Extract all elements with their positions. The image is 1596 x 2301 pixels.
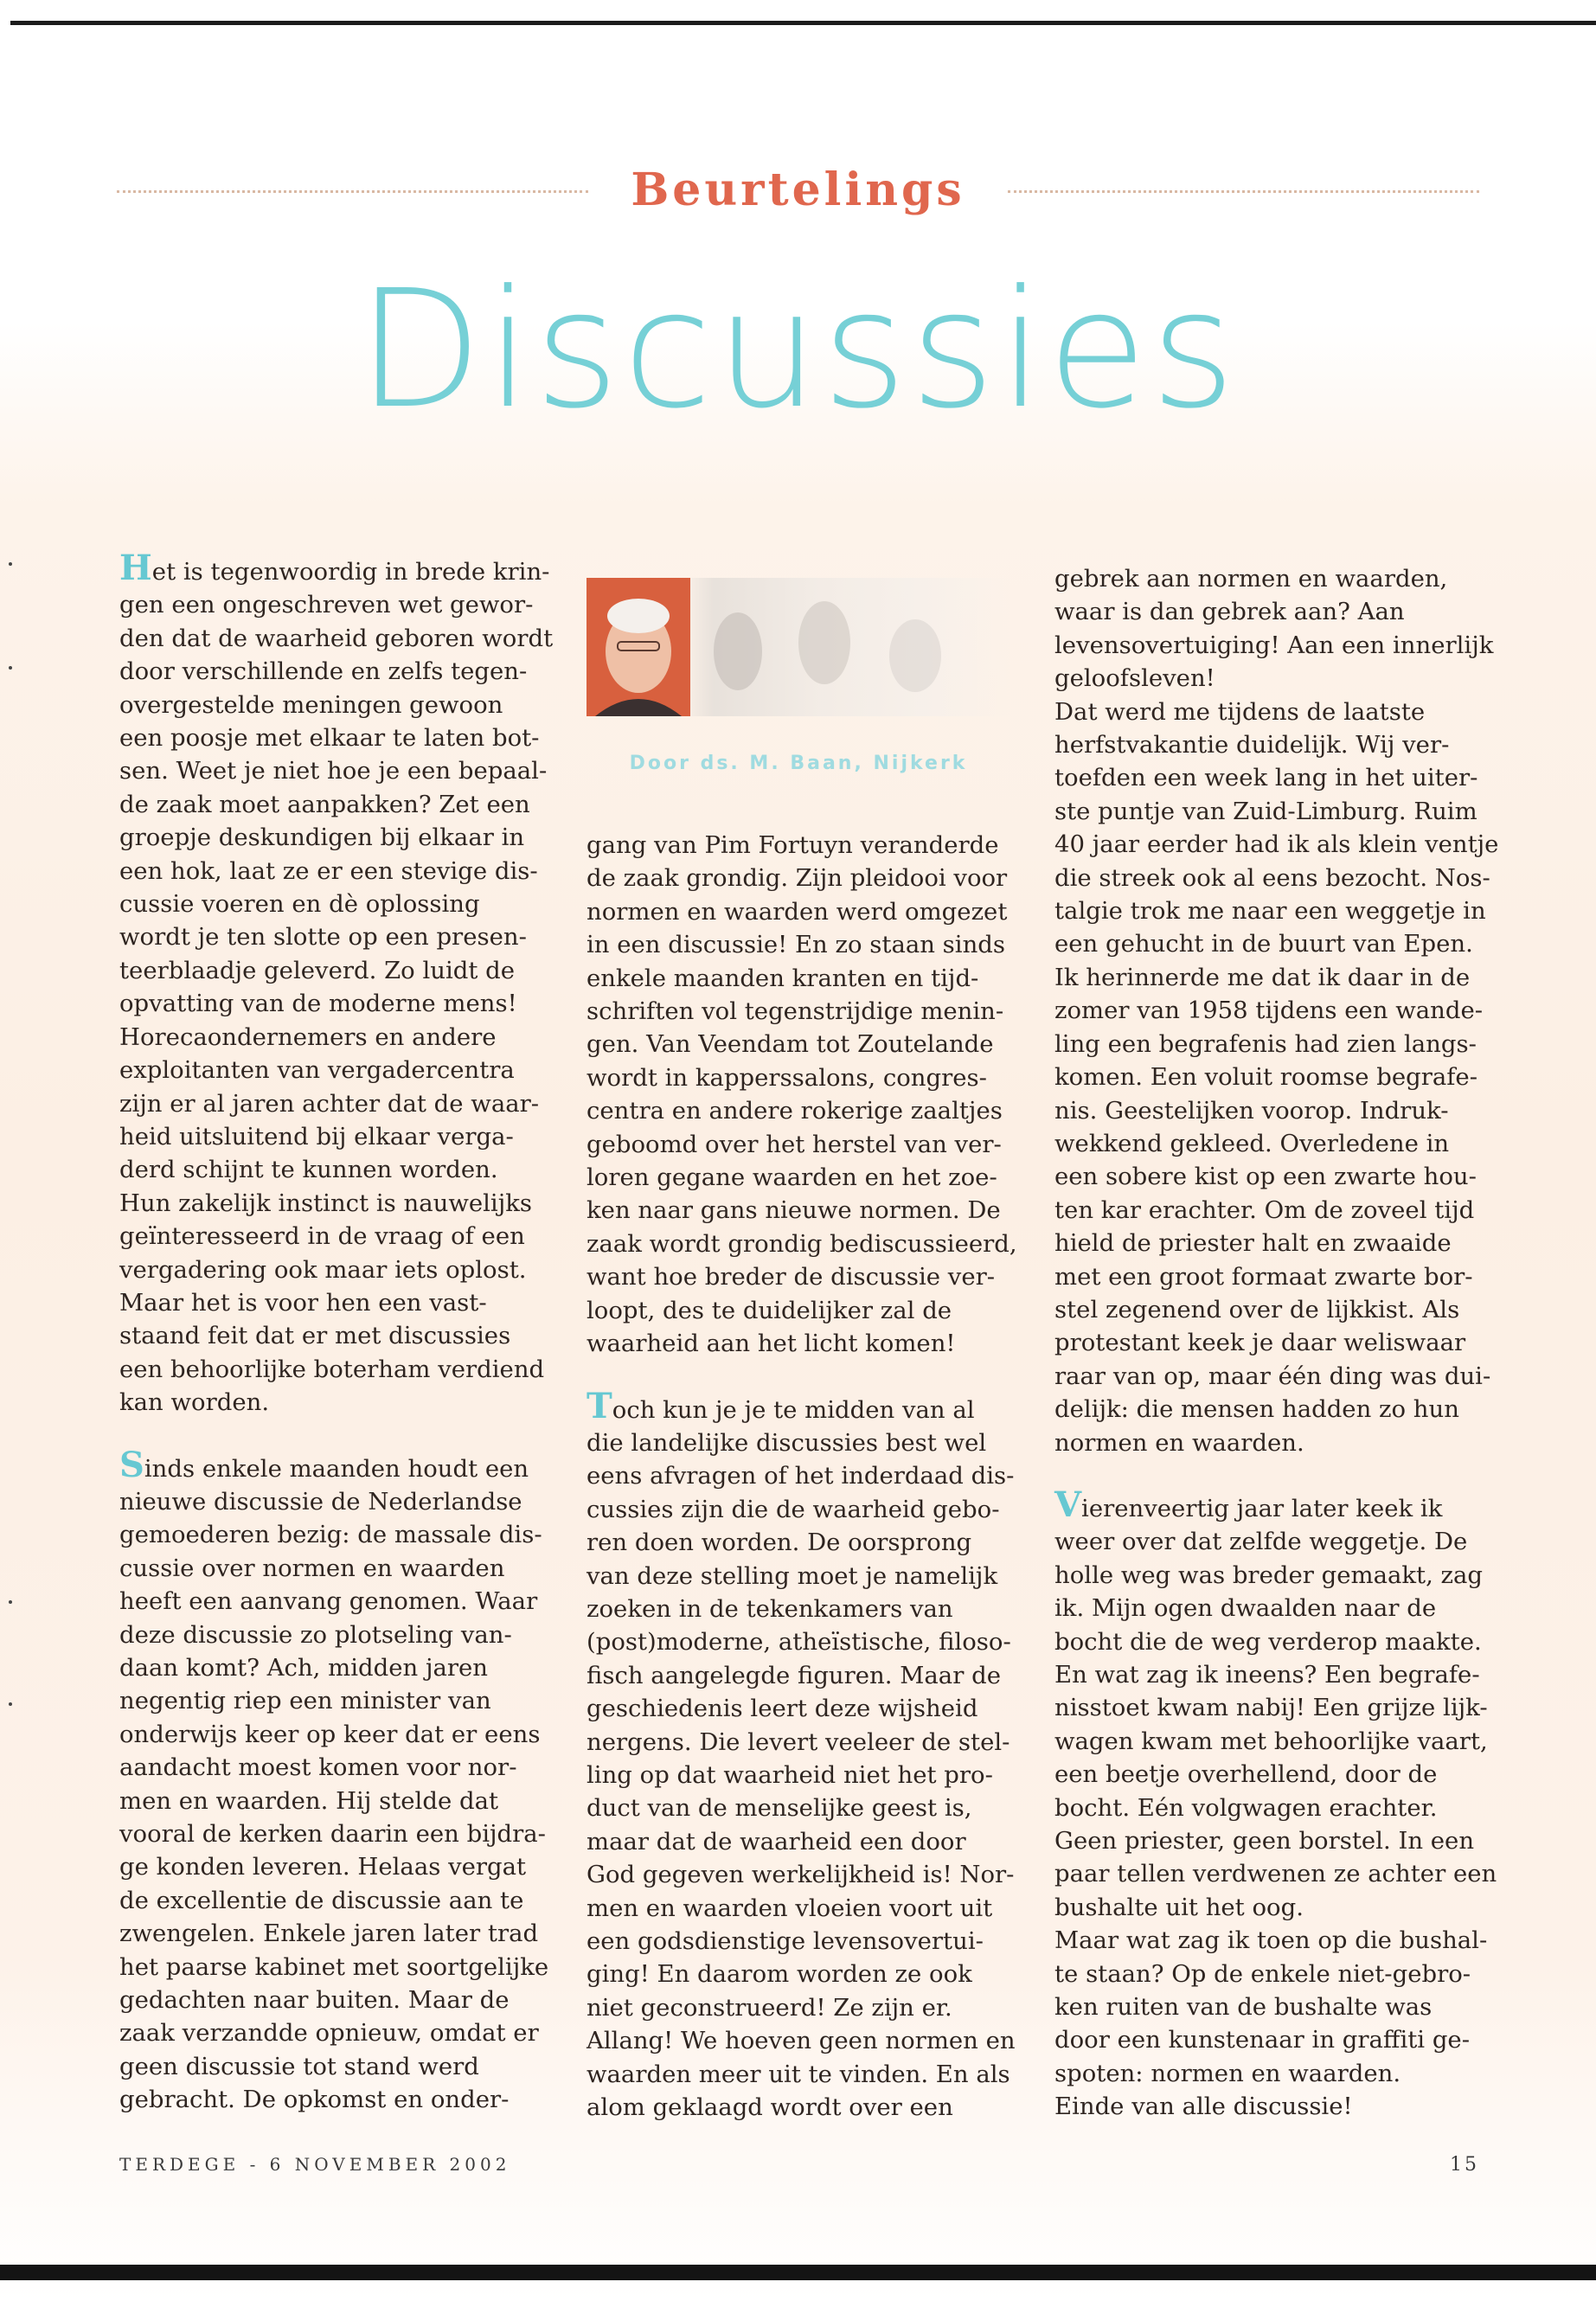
text-line: waarheid aan het licht komen! <box>586 1330 956 1358</box>
text-line: toefden een week lang in het uiter- <box>1054 764 1478 792</box>
text-line: normen en waarden. <box>1054 1428 1304 1457</box>
text-line <box>1054 1484 1487 1525</box>
footer-publication: TERDEGE - 6 NOVEMBER 2002 <box>119 2154 511 2175</box>
faded-portrait <box>714 612 762 690</box>
paragraph <box>586 829 1019 1361</box>
text-line: protestant keek je daar weliswaar <box>1054 1329 1466 1357</box>
dotted-divider-right <box>1008 190 1479 193</box>
text-line: 40 jaar eerder had ik als klein ventje <box>1054 830 1499 859</box>
text-line: aandacht moest komen voor nor- <box>119 1753 517 1782</box>
text-line: normen en waarden werd omgezet <box>586 897 1008 926</box>
text-line: enkele maanden kranten en tijd- <box>586 964 979 992</box>
author-photo <box>586 578 1010 716</box>
text-line: talgie trok me naar een weggetje in <box>1054 897 1486 926</box>
text-line: komen. Een voluit roomse begrafe- <box>1054 1063 1477 1092</box>
section-kicker-row <box>117 164 1479 216</box>
text-line: de excellentie de discussie aan te <box>119 1886 524 1914</box>
text-line: geloofsleven! <box>1054 664 1215 693</box>
text-line: spoten: normen en waarden. <box>1054 2059 1401 2087</box>
text-line: wekkend gekleed. Overledene in <box>1054 1129 1450 1157</box>
text-line: raar van op, maar één ding was dui- <box>1054 1362 1491 1390</box>
text-line: Hun zakelijk instinct is nauwelijks <box>119 1189 533 1217</box>
section-kicker: Beurtelings <box>631 163 965 216</box>
text-line: vergadering ook maar iets oplost. <box>119 1255 527 1284</box>
article-column-2 <box>586 829 1019 2124</box>
text-line: deze discussie zo plotseling van- <box>119 1620 512 1649</box>
text-line: God gegeven werkelijkheid is! Nor- <box>586 1861 1015 1889</box>
text-line: Geen priester, geen borstel. In een <box>1054 1827 1475 1856</box>
text-line: een gehucht in de buurt van Epen. <box>1054 930 1473 958</box>
text-line: Maar het is voor hen een vast- <box>119 1288 487 1317</box>
text-line: Allang! We hoeven geen normen en <box>586 2027 1016 2055</box>
text-line: ierenveertig jaar later keek ik <box>1081 1494 1443 1522</box>
text-line: zomer van 1958 tijdens een wande- <box>1054 997 1484 1025</box>
text-line: heid uitsluitend bij elkaar verga- <box>119 1122 514 1150</box>
text-line: onderwijs keer op keer dat er eens <box>119 1720 541 1748</box>
text-line: waar is dan gebrek aan? Aan <box>1054 598 1405 626</box>
drop-cap: H <box>119 548 152 588</box>
text-line: ling een begrafenis had zien langs- <box>1054 1029 1477 1058</box>
faded-portrait <box>798 601 850 684</box>
text-line: hield de priester halt en zwaaide <box>1054 1229 1452 1258</box>
text-line: Horecaondernemers en andere <box>119 1022 497 1051</box>
text-line: kan worden. <box>119 1388 270 1417</box>
text-line: loren gegane waarden en het zoe- <box>586 1163 997 1192</box>
text-line: bushalte uit het oog. <box>1054 1893 1304 1921</box>
text-line: wagen kwam met behoorlijke vaart, <box>1054 1727 1488 1755</box>
dotted-divider-left <box>117 190 588 193</box>
text-line: paar tellen verdwenen ze achter een <box>1054 1860 1497 1888</box>
text-line: die landelijke discussies best wel <box>586 1428 987 1457</box>
text-line: gebrek aan normen en waarden, <box>1054 565 1448 593</box>
text-line: centra en andere rokerige zaaltjes <box>586 1097 1003 1125</box>
text-line: ren doen worden. De oorsprong <box>586 1529 972 1557</box>
text-line: nis. Geestelijken voorop. Indruk- <box>1054 1096 1449 1125</box>
text-line: ste puntje van Zuid-Limburg. Ruim <box>1054 797 1477 825</box>
bottom-rule <box>0 2265 1596 2280</box>
paragraph <box>586 1426 1019 2125</box>
text-line: een beetje overhellend, door de <box>1054 1760 1438 1789</box>
text-line: gemoederen bezig: de massale dis- <box>119 1521 542 1549</box>
text-line: bocht. Eén volgwagen erachter. <box>1054 1793 1438 1822</box>
text-line: ten kar erachter. Om de zoveel tijd <box>1054 1195 1475 1224</box>
text-line: (post)moderne, atheïstische, filoso- <box>586 1628 1011 1657</box>
text-line: zoeken in de tekenkamers van <box>586 1594 953 1623</box>
text-line: holle weg was breder gemaakt, zag <box>1054 1561 1484 1589</box>
text-line: exploitanten van vergadercentra <box>119 1056 515 1085</box>
text-line: negentig riep een minister van <box>119 1687 491 1715</box>
text-line: et is tegenwoordig in brede krin- <box>151 558 550 586</box>
text-line: gen. Van Veendam tot Zoutelande <box>586 1030 994 1059</box>
margin-mark <box>9 562 12 566</box>
text-line: cussie over normen en waarden <box>119 1554 505 1582</box>
text-line: overgestelde meningen gewoon <box>119 690 503 719</box>
text-line: een hok, laat ze er een stevige dis- <box>119 856 538 885</box>
paragraph <box>119 588 552 1419</box>
text-line: door verschillende en zelfs tegen- <box>119 657 528 686</box>
text-line: nergens. Die levert veeleer de stel- <box>586 1727 1010 1756</box>
text-line: delijk: die mensen hadden zo hun <box>1054 1395 1459 1424</box>
text-line: eens afvragen of het inderdaad dis- <box>586 1462 1015 1490</box>
text-line: zwengelen. Enkele jaren later trad <box>119 1920 539 1948</box>
text-line: derd schijnt te kunnen worden. <box>119 1156 498 1184</box>
text-line: van deze stelling moet je namelijk <box>586 1561 998 1590</box>
text-line: sen. Weet je niet hoe je een bepaal- <box>119 757 548 785</box>
text-line: ling op dat waarheid niet het pro- <box>586 1760 993 1789</box>
text-line: geschiedenis leert deze wijsheid <box>586 1695 978 1723</box>
text-line: geboomd over het herstel van ver- <box>586 1130 1002 1158</box>
text-line: den dat de waarheid geboren wordt <box>119 624 554 652</box>
text-line: gedachten naar buiten. Maar de <box>119 1986 510 2015</box>
text-line: En wat zag ik ineens? Een begrafe- <box>1054 1661 1480 1689</box>
text-line: weer over dat zelfde weggetje. De <box>1054 1528 1468 1556</box>
drop-cap: V <box>1054 1484 1082 1525</box>
text-line: met een groot formaat zwarte bor- <box>1054 1262 1473 1291</box>
text-line: wordt in kapperssalons, congres- <box>586 1063 987 1092</box>
text-line: te staan? Op de enkele niet-gebro- <box>1054 1959 1471 1988</box>
text-line: ge konden leveren. Helaas vergat <box>119 1853 527 1881</box>
text-line: ken ruiten van de bushalte was <box>1054 1993 1433 2022</box>
text-line: heeft een aanvang genomen. Waar <box>119 1587 538 1616</box>
text-line: stel zegenend over de lijkkist. Als <box>1054 1295 1460 1324</box>
text-line: vooral de kerken daarin een bijdra- <box>119 1820 546 1849</box>
text-line: Einde van alle discussie! <box>1054 2093 1353 2121</box>
text-line: bocht die de weg verderop maakte. <box>1054 1627 1482 1656</box>
text-line: wordt je ten slotte op een presen- <box>119 923 527 952</box>
text-line: niet geconstrueerd! Ze zijn er. <box>586 1993 952 2022</box>
text-line: de zaak grondig. Zijn pleidooi voor <box>586 864 1008 893</box>
drop-cap: S <box>119 1444 144 1485</box>
top-rule <box>10 21 1596 25</box>
text-line: gang van Pim Fortuyn veranderde <box>586 831 999 859</box>
paragraph <box>1054 1525 1497 2123</box>
paragraph <box>119 1485 552 2117</box>
text-line: een sobere kist op een zwarte hou- <box>1054 1163 1477 1191</box>
text-line: zaak wordt grondig bediscussieerd, <box>586 1229 1017 1258</box>
text-line: ging! En daarom worden ze ook <box>586 1960 972 1989</box>
text-line: gen een ongeschreven wet gewor- <box>119 591 534 619</box>
text-line: want hoe breder de discussie ver- <box>586 1263 996 1292</box>
margin-mark <box>9 666 12 670</box>
text-line: men en waarden. Hij stelde dat <box>119 1786 499 1815</box>
text-line: zaak verzandde opnieuw, omdat er <box>119 2019 539 2048</box>
text-line: een godsdienstige levensovertui- <box>586 1927 984 1955</box>
text-line: cussie voeren en dè oplossing <box>119 890 480 919</box>
byline: Door ds. M. Baan, Nijkerk <box>629 753 968 774</box>
text-line: herfstvakantie duidelijk. Wij ver- <box>1054 731 1450 760</box>
page-number: 15 <box>1450 2154 1479 2176</box>
text-line: die streek ook al eens bezocht. Nos- <box>1054 863 1490 892</box>
margin-mark <box>9 1702 12 1706</box>
margin-mark <box>9 1600 12 1604</box>
text-line: och kun je je te midden van al <box>612 1395 975 1424</box>
text-line: een behoorlijke boterham verdiend <box>119 1355 545 1383</box>
article-column-3 <box>1054 562 1499 2124</box>
text-line: ik. Mijn ogen dwaalden naar de <box>1054 1594 1437 1623</box>
page-title: Discussies <box>356 255 1240 445</box>
text-line: geen discussie tot stand werd <box>119 2052 479 2080</box>
text-line: gebracht. De opkomst en onder- <box>119 2086 510 2114</box>
drop-cap: T <box>586 1385 612 1426</box>
text-line: de zaak moet aanpakken? Zet een <box>119 790 530 818</box>
text-line: het paarse kabinet met soortgelijke <box>119 1952 549 1981</box>
text-line: nisstoet kwam nabij! Een grijze lijk- <box>1054 1694 1488 1722</box>
text-line: cussies zijn die de waarheid gebo- <box>586 1495 1000 1523</box>
hair-shape <box>607 599 670 633</box>
text-line: nieuwe discussie de Nederlandse <box>119 1487 522 1516</box>
text-line: men en waarden vloeien voort uit <box>586 1894 993 1922</box>
text-line: waarden meer uit te vinden. En als <box>586 2060 1010 2088</box>
text-line: een poosje met elkaar te laten bot- <box>119 724 540 753</box>
text-line: Ik herinnerde me dat ik daar in de <box>1054 963 1471 991</box>
text-line <box>119 548 552 588</box>
text-line: teerblaadje geleverd. Zo luidt de <box>119 956 516 984</box>
text-line: staand feit dat er met discussies <box>119 1322 511 1350</box>
text-line: inds enkele maanden houdt een <box>144 1454 529 1483</box>
text-line: door een kunstenaar in graffiti ge- <box>1054 2026 1471 2054</box>
article-column-1 <box>119 548 554 2117</box>
text-line <box>119 1444 552 1485</box>
text-line: geïnteresseerd in de vraag of een <box>119 1222 525 1251</box>
faded-portrait <box>889 619 941 692</box>
text-line: Dat werd me tijdens de laatste <box>1054 697 1426 726</box>
text-line: zijn er al jaren achter dat de waar- <box>119 1089 540 1118</box>
text-line: groepje deskundigen bij elkaar in <box>119 824 525 852</box>
text-line: daan komt? Ach, midden jaren <box>119 1654 488 1682</box>
text-line: maar dat de waarheid een door <box>586 1827 966 1856</box>
text-line: alom geklaagd wordt over een <box>586 2093 953 2122</box>
text-line: schriften vol tegenstrijdige menin- <box>586 997 1004 1026</box>
text-line: fisch aangelegde figuren. Maar de <box>586 1661 1001 1689</box>
text-line: levensovertuiging! Aan een innerlijk <box>1054 631 1494 659</box>
text-line: Maar wat zag ik toen op die bushal- <box>1054 1926 1488 1955</box>
paragraph <box>1054 562 1499 1459</box>
text-line <box>586 1385 1019 1426</box>
text-line: ken naar gans nieuwe normen. De <box>586 1196 1001 1225</box>
portrait-image <box>586 578 1010 716</box>
text-line: duct van de menselijke geest is, <box>586 1794 972 1823</box>
text-line: loopt, des te duidelijker zal de <box>586 1296 952 1324</box>
text-line: in een discussie! En zo staan sinds <box>586 931 1006 959</box>
text-line: opvatting van de moderne mens! <box>119 990 517 1018</box>
